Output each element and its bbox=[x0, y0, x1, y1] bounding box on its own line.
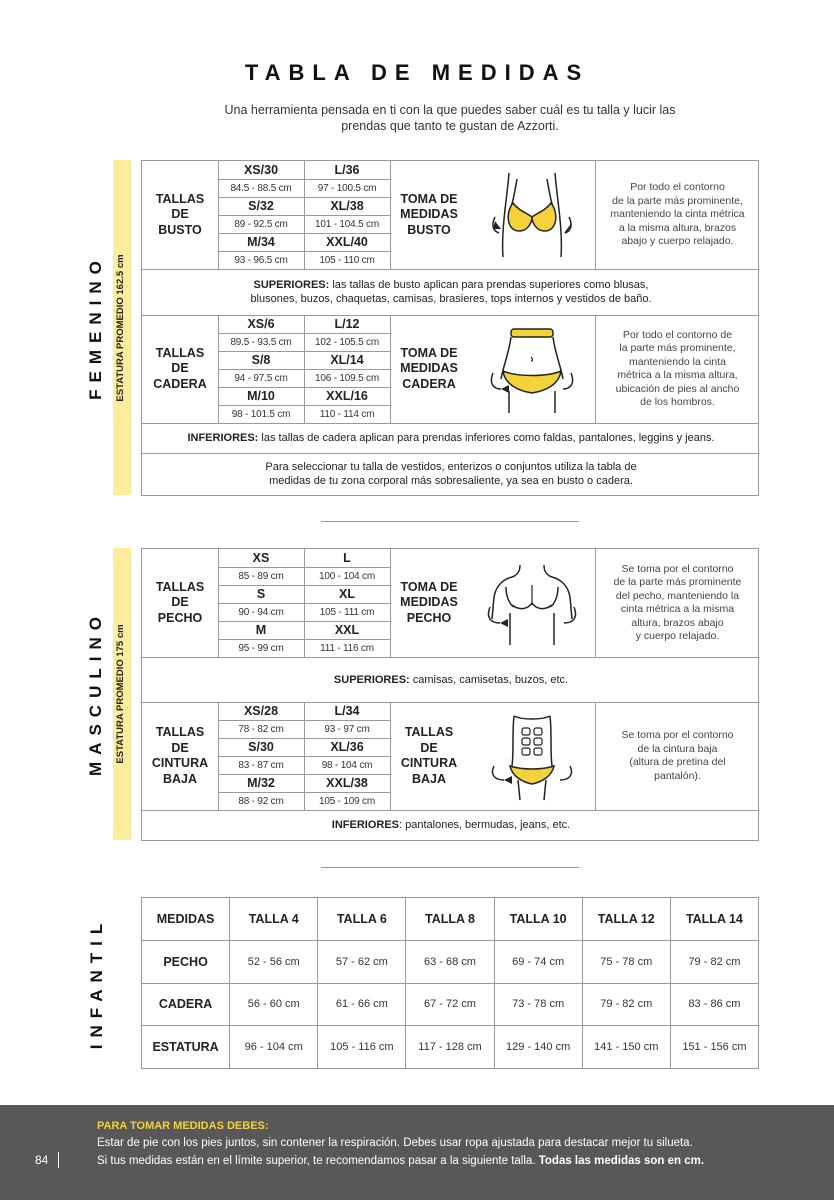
range-xxl40: 105 - 110 cm bbox=[319, 254, 375, 266]
table-cell: 57 - 62 cm bbox=[318, 940, 406, 983]
table-cell: 83 - 86 cm bbox=[670, 983, 758, 1026]
femenino-estatura: ESTATURA PROMEDIO 162.5 cm bbox=[115, 254, 126, 402]
range-xxl: 111 - 116 cm bbox=[320, 642, 374, 654]
infantil-label: INFANTIL bbox=[87, 916, 106, 1050]
chest-illustration bbox=[468, 549, 595, 657]
table-header: TALLA 6 bbox=[318, 898, 406, 941]
femenino-label: FEMENINO bbox=[86, 254, 105, 400]
page-title: TABLA DE MEDIDAS bbox=[244, 60, 590, 85]
table-cell: 96 - 104 cm bbox=[230, 1026, 318, 1069]
size-m34: M/34 bbox=[247, 235, 275, 249]
size-xs28: XS/28 bbox=[243, 704, 279, 718]
waist-illustration bbox=[468, 702, 595, 810]
table-cell: PECHO bbox=[142, 940, 230, 983]
table-header: TALLA 10 bbox=[494, 898, 582, 941]
size-s8: S/8 bbox=[251, 353, 271, 367]
table-row bbox=[142, 898, 759, 941]
table-cell: 79 - 82 cm bbox=[670, 940, 758, 983]
range-l: 100 - 104 cm bbox=[319, 570, 375, 582]
table-cell: 52 - 56 cm bbox=[230, 940, 318, 983]
table-header: MEDIDAS bbox=[142, 898, 230, 941]
range-xl36: 98 - 104 cm bbox=[321, 759, 373, 771]
table-row bbox=[142, 1026, 759, 1069]
page-number-divider bbox=[58, 1152, 59, 1168]
range-xs: 85 - 89 cm bbox=[238, 570, 284, 582]
size-xl36: XL/36 bbox=[330, 740, 364, 754]
size-m32: M/32 bbox=[247, 776, 275, 790]
table-cell: 73 - 78 cm bbox=[494, 983, 582, 1026]
range-s8: 94 - 97.5 cm bbox=[234, 372, 288, 384]
cadera-label: TALLAS DE CADERA bbox=[153, 345, 207, 391]
cintura-description: Se toma por el contorno de la cintura baja (altura de pretina del pantalón). bbox=[621, 729, 734, 782]
range-m32: 88 - 92 cm bbox=[238, 795, 284, 807]
pecho-description: Se toma por el contorno de la parte más prominente del pecho, manteniendo la cinta métrica a la misma altura, brazos abajo y cuerpo relajado. bbox=[613, 562, 742, 642]
divider bbox=[321, 867, 579, 868]
cadera-description: Por todo el contorno de la parte más prominente, manteniendo la cinta métrica a la misma altura, ubicación de pies al ancho de los hombros. bbox=[615, 328, 740, 408]
table-cell: CADERA bbox=[142, 983, 230, 1026]
toma-busto-label: TOMA DE MEDIDAS BUSTO bbox=[400, 191, 458, 237]
size-s32: S/32 bbox=[248, 199, 274, 213]
table-cell: ESTATURA bbox=[142, 1026, 230, 1069]
superiores-masculino-note: SUPERIORES: camisas, camisetas, buzos, etc. bbox=[333, 673, 569, 686]
table-cell: 75 - 78 cm bbox=[582, 940, 670, 983]
range-l34: 93 - 97 cm bbox=[324, 723, 370, 735]
range-s30: 83 - 87 cm bbox=[238, 759, 284, 771]
range-m: 95 - 99 cm bbox=[238, 642, 284, 654]
bust-illustration bbox=[468, 161, 595, 269]
size-xl38: XL/38 bbox=[330, 199, 364, 213]
table-cell: 67 - 72 cm bbox=[406, 983, 494, 1026]
table-cell: 151 - 156 cm bbox=[670, 1026, 758, 1069]
chest-figure-icon bbox=[484, 557, 580, 649]
size-m10: M/10 bbox=[247, 389, 275, 403]
size-xs6: XS/6 bbox=[247, 317, 275, 331]
table-header: TALLA 8 bbox=[406, 898, 494, 941]
subtitle-line: prendas que tanto te gustan de Azzorti. bbox=[341, 119, 559, 133]
size-xxl40: XXL/40 bbox=[326, 235, 368, 249]
range-s32: 89 - 92.5 cm bbox=[234, 218, 288, 230]
size-l: L bbox=[343, 551, 351, 565]
table-cell: 117 - 128 cm bbox=[406, 1026, 494, 1069]
size-xxl: XXL bbox=[334, 623, 360, 637]
pecho-label: TALLAS DE PECHO bbox=[155, 579, 205, 625]
vestidos-note: Para seleccionar tu talla de vestidos, enterizos o conjuntos utiliza la tabla de medidas de tu zona corporal más sobresaliente, ya sea en busto o cadera. bbox=[265, 461, 637, 487]
divider bbox=[321, 521, 579, 522]
cintura-label: TALLAS DE CINTURA BAJA bbox=[151, 725, 209, 786]
page-number: 84 bbox=[35, 1153, 49, 1167]
masculino-table bbox=[141, 548, 759, 841]
toma-pecho-label: TOMA DE MEDIDAS PECHO bbox=[400, 579, 458, 625]
size-xxl38: XXL/38 bbox=[326, 776, 368, 790]
table-cell: 79 - 82 cm bbox=[582, 983, 670, 1026]
table-header: TALLA 12 bbox=[582, 898, 670, 941]
size-s: S bbox=[256, 587, 266, 601]
bra-figure-icon bbox=[487, 169, 577, 261]
range-xxl16: 110 - 114 cm bbox=[319, 408, 375, 420]
footer-title: PARA TOMAR MEDIDAS DEBES: bbox=[97, 1120, 269, 1132]
size-xs30: XS/30 bbox=[243, 163, 279, 177]
size-xs: XS bbox=[252, 551, 270, 565]
range-l36: 97 - 100.5 cm bbox=[317, 182, 377, 194]
table-header: TALLA 14 bbox=[670, 898, 758, 941]
range-xl: 105 - 111 cm bbox=[319, 606, 375, 618]
range-xl38: 101 - 104.5 cm bbox=[315, 218, 379, 230]
inferiores-masculino-note: INFERIORES: pantalones, bermudas, jeans, etc. bbox=[331, 819, 571, 831]
size-m: M bbox=[255, 623, 267, 637]
table-cell: 61 - 66 cm bbox=[318, 983, 406, 1026]
subtitle-line: Una herramienta pensada en ti con la que puedes saber cuál es tu talla y lucir las bbox=[224, 103, 676, 117]
range-xs6: 89.5 - 93.5 cm bbox=[230, 336, 292, 348]
femenino-table bbox=[141, 160, 759, 496]
table-header: TALLA 4 bbox=[230, 898, 318, 941]
range-xl14: 106 - 109.5 cm bbox=[315, 372, 379, 384]
inferiores-note: INFERIORES: las tallas de cadera aplican para prendas inferiores como faldas, pantalones, leggins y jeans. bbox=[187, 432, 715, 444]
busto-label: TALLAS DE BUSTO bbox=[155, 191, 205, 237]
size-xxl16: XXL/16 bbox=[326, 389, 368, 403]
toma-cadera-label: TOMA DE MEDIDAS CADERA bbox=[400, 345, 458, 391]
table-cell: 141 - 150 cm bbox=[582, 1026, 670, 1069]
size-l36: L/36 bbox=[334, 163, 360, 177]
size-xl: XL bbox=[339, 587, 355, 601]
footer-line: Estar de pie con los pies juntos, sin contener la respiración. Debes usar ropa ajustada para destacar mejor tu silueta. bbox=[97, 1137, 693, 1149]
masculino-label: MASCULINO bbox=[86, 610, 105, 776]
table-row bbox=[142, 940, 759, 983]
waist-figure-icon bbox=[484, 710, 580, 802]
table-cell: 56 - 60 cm bbox=[230, 983, 318, 1026]
table-cell: 129 - 140 cm bbox=[494, 1026, 582, 1069]
page-subtitle bbox=[180, 102, 720, 134]
hip-illustration bbox=[468, 315, 595, 423]
toma-cintura-label: TALLAS DE CINTURA BAJA bbox=[400, 725, 458, 786]
range-xxl38: 105 - 109 cm bbox=[319, 795, 375, 807]
range-m34: 93 - 96.5 cm bbox=[234, 254, 288, 266]
range-l12: 102 - 105.5 cm bbox=[315, 336, 379, 348]
size-xl14: XL/14 bbox=[330, 353, 364, 367]
table-cell: 63 - 68 cm bbox=[406, 940, 494, 983]
size-l12: L/12 bbox=[334, 317, 360, 331]
range-m10: 98 - 101.5 cm bbox=[231, 408, 291, 420]
footer-line: Si tus medidas están en el límite superior, te recomendamos pasar a la siguiente talla. Todas las medidas son en cm. bbox=[97, 1155, 705, 1167]
busto-description: Por todo el contorno de la parte más prominente, manteniendo la cinta métrica a la misma altura, brazos abajo y cuerpo relajado. bbox=[610, 181, 745, 248]
hip-figure-icon bbox=[487, 323, 577, 415]
range-s: 90 - 94 cm bbox=[238, 606, 284, 618]
infantil-table bbox=[141, 897, 759, 1069]
range-xs30: 84.5 - 88.5 cm bbox=[230, 182, 292, 194]
table-cell: 69 - 74 cm bbox=[494, 940, 582, 983]
range-xs28: 78 - 82 cm bbox=[238, 723, 284, 735]
table-row bbox=[142, 983, 759, 1026]
superiores-note: SUPERIORES: las tallas de busto aplican para prendas superiores como blusas, blusones, buzos, chaquetas, camisas, brasieres, tops internos y vestidos de baño. bbox=[250, 279, 652, 305]
table-cell: 105 - 116 cm bbox=[318, 1026, 406, 1069]
size-l34: L/34 bbox=[334, 704, 360, 718]
masculino-estatura: ESTATURA PROMEDIO 175 cm bbox=[115, 624, 126, 764]
size-s30: S/30 bbox=[248, 740, 274, 754]
